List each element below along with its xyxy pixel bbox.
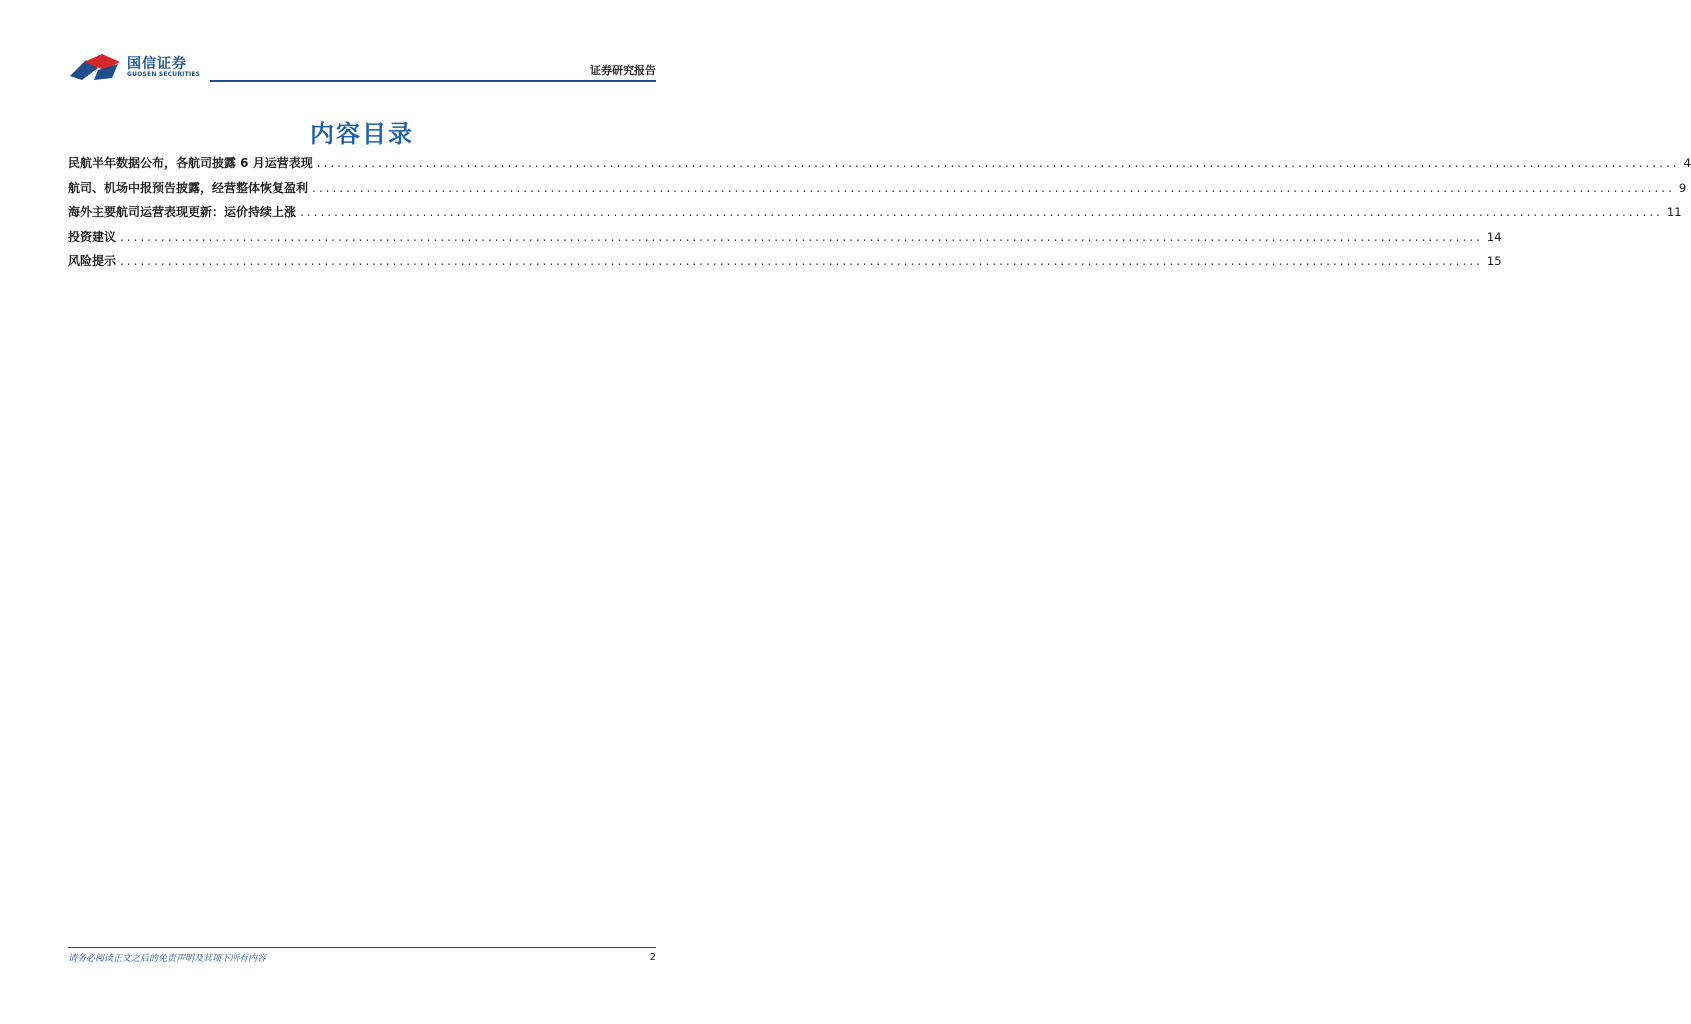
report-type-label: 证券研究报告 (590, 64, 656, 77)
guosen-logo (68, 52, 208, 82)
toc-leader-dots: ........................................................................................................................................................................................................ (300, 205, 1663, 219)
toc-entry-page[interactable]: 11 (1666, 205, 1682, 219)
toc-leader-dots: ........................................................................................................................................................................................................ (120, 254, 1483, 268)
page-header (68, 48, 656, 84)
toc-leader-dots: ........................................................................................................................................................................................................ (312, 180, 1675, 195)
toc-entry-label[interactable]: 海外主要航司运营表现更新：运价持续上涨 (68, 205, 297, 219)
logo-english-name: GUOSEN SECURITIES (127, 71, 201, 78)
table-of-contents (68, 154, 1691, 277)
toc-entry-label[interactable]: 投资建议 (68, 229, 117, 244)
page-number: 2 (649, 952, 656, 963)
toc-entry-label[interactable]: 航司、机场中报预告披露，经营整体恢复盈利 (68, 180, 309, 195)
footer-divider (68, 947, 656, 948)
toc-entry[interactable] (68, 203, 1682, 228)
toc-entry-page[interactable]: 4 (1683, 156, 1691, 170)
guosen-logo-mark-icon (68, 52, 124, 82)
toc-entry-label[interactable]: 风险提示 (68, 254, 117, 268)
footer-disclaimer: 请务必阅读正文之后的免责声明及其项下所有内容 (68, 954, 267, 964)
toc-entry-page[interactable]: 15 (1486, 254, 1502, 268)
logo-chinese-name: 国信证券 (127, 56, 187, 72)
toc-entry-page[interactable]: 14 (1486, 229, 1502, 244)
toc-entry-page[interactable]: 9 (1678, 180, 1687, 195)
header-divider (210, 80, 656, 82)
toc-entry[interactable] (68, 252, 1502, 277)
toc-entry[interactable] (68, 228, 1502, 253)
toc-leader-dots: ........................................................................................................................................................................................................ (316, 156, 1680, 170)
toc-title: 内容目录 (310, 120, 414, 148)
toc-entry[interactable] (68, 154, 1691, 179)
toc-entry-label[interactable]: 民航半年数据公布，各航司披露 6 月运营表现 (68, 156, 313, 170)
toc-leader-dots: ........................................................................................................................................................................................................ (120, 229, 1483, 244)
toc-entry[interactable] (68, 179, 1687, 204)
